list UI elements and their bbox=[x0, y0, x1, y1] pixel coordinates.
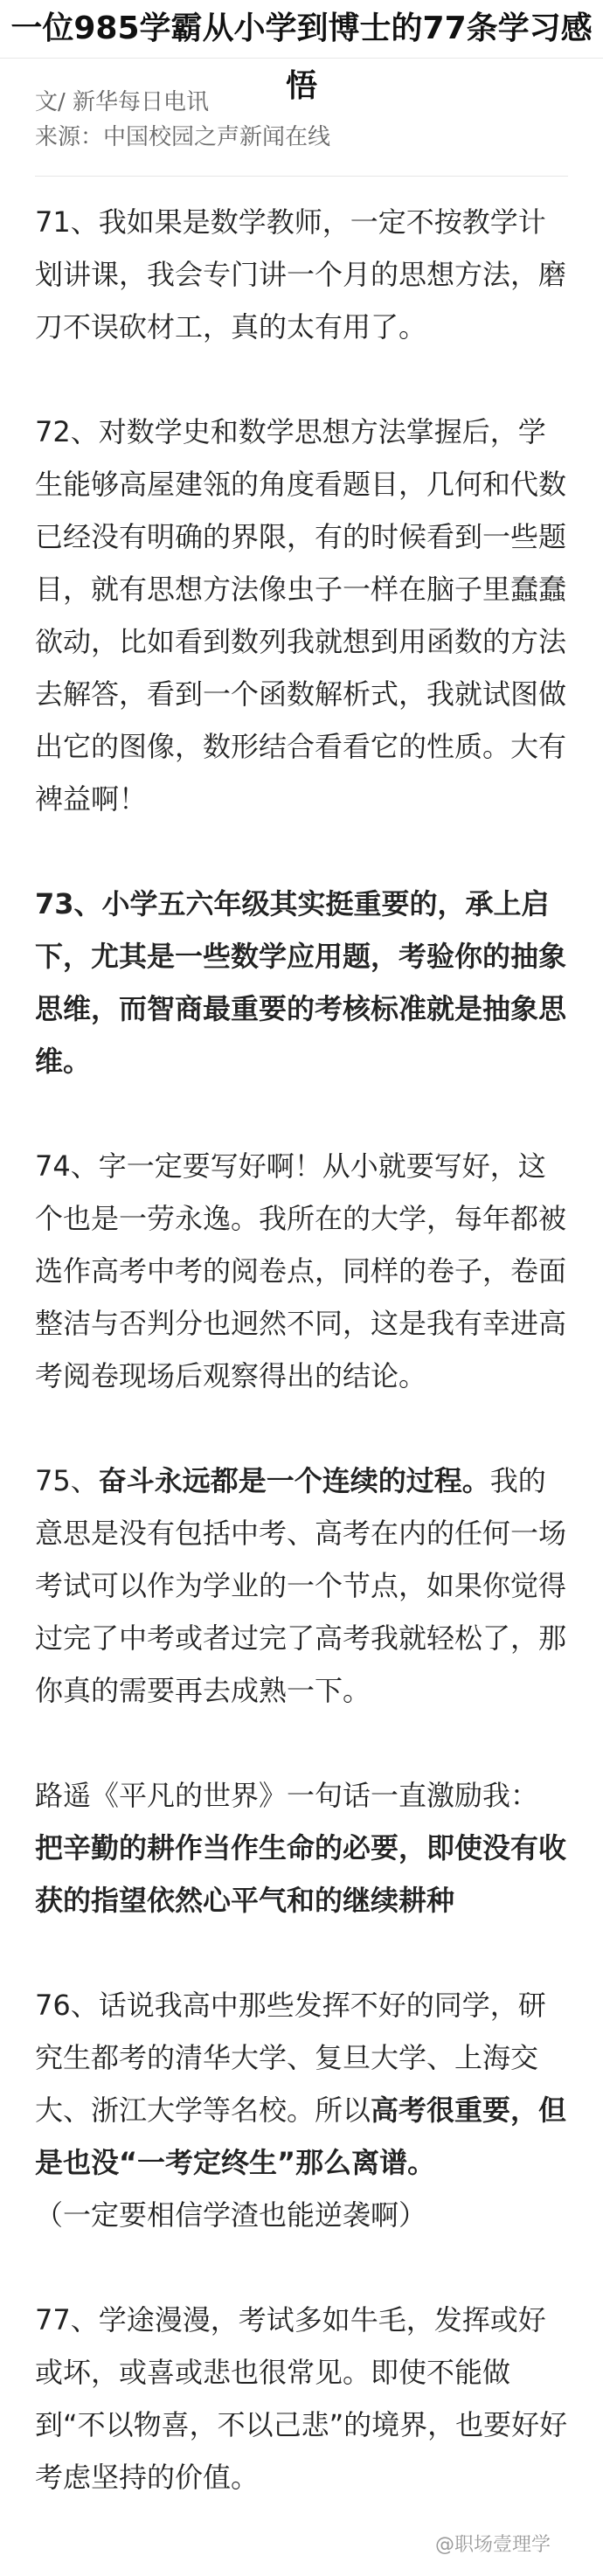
section-76-note: （一定要相信学渣也能逆袭啊） bbox=[35, 2198, 427, 2232]
section-73-text: 73、小学五六年级其实挺重要的，承上启下，尤其是一些数学应用题，考验你的抽象思维，而智商最重要的考核标准就是抽象思维。 bbox=[35, 887, 567, 1078]
section-77 bbox=[0, 2294, 603, 2503]
section-76-body: 76、话说我高中那些发挥不好的同学，研究生都考的清华大学、复旦大学、上海交大、浙江大学等名校。所以 bbox=[35, 1989, 546, 2127]
author-line: 文/ 新华每日电讯 bbox=[35, 89, 210, 115]
section-72 bbox=[0, 406, 603, 825]
section-75-text bbox=[35, 1455, 568, 1717]
section-71-text: 71、我如果是数学教师，一定不按教学计划讲课，我会专门讲一个月的思想方法，磨刀不误砍材工，真的太有用了。 bbox=[35, 205, 567, 344]
section-75-emphasis: 奋斗永远都是一个连续的过程。 bbox=[98, 1464, 490, 1497]
section-76-text bbox=[35, 1979, 568, 2189]
section-75 bbox=[0, 1455, 603, 1717]
divider bbox=[35, 176, 568, 177]
section-75-number: 75、 bbox=[35, 1464, 99, 1497]
quote-intro: 路遥《平凡的世界》一句话一直激励我： bbox=[35, 1779, 539, 1812]
section-72-text: 72、对数学史和数学思想方法掌握后，学生能够高屋建瓴的角度看题目，几何和代数已经没有明确的界限，有的时候看到一些题目，就有思想方法像虫子一样在脑子里蠢蠢欲动，比如看到数列我就想到用函数的方法去解答，看到一个函数解析式，我就试图做出它的图像，数形结合看看它的性质。大有裨益啊！ bbox=[35, 415, 567, 816]
section-77-text: 77、学途漫漫，考试多如牛毛，发挥或好或坏，或喜或悲也很常见。即使不能做到“不以物喜，不以己悲”的境界，也要好好考虑坚持的价值。 bbox=[35, 2303, 568, 2494]
watermark: @职场壹理学 bbox=[434, 2534, 551, 2556]
section-74 bbox=[0, 1140, 603, 1402]
quote-text: 把辛勤的耕作当作生命的必要，即使没有收获的指望依然心平气和的继续耕种 bbox=[35, 1831, 567, 1917]
source-line: 来源：中国校园之声新闻在线 bbox=[35, 124, 331, 150]
quote-section bbox=[0, 1769, 603, 1927]
section-76-emphasis: 高考很重要，但是也没“一考定终生”那么离谱。 bbox=[35, 2093, 567, 2179]
section-73 bbox=[0, 878, 603, 1087]
page-title: 一位985学霸从小学到博士的77条学习感悟 bbox=[0, 0, 603, 59]
section-76 bbox=[0, 1979, 603, 2241]
section-75-body: 我的意思是没有包括中考、高考在内的任何一场考试可以作为学业的一个节点，如果你觉得过完了中考或者过完了高考我就轻松了，那你真的需要再去成熟一下。 bbox=[35, 1464, 567, 1707]
section-74-text: 74、字一定要写好啊！从小就要写好，这个也是一劳永逸。我所在的大学，每年都被选作高考中考的阅卷点，同样的卷子，卷面整洁与否判分也迥然不同，这是我有幸进高考阅卷现场后观察得出的结论。 bbox=[35, 1149, 567, 1392]
section-71 bbox=[0, 196, 603, 353]
